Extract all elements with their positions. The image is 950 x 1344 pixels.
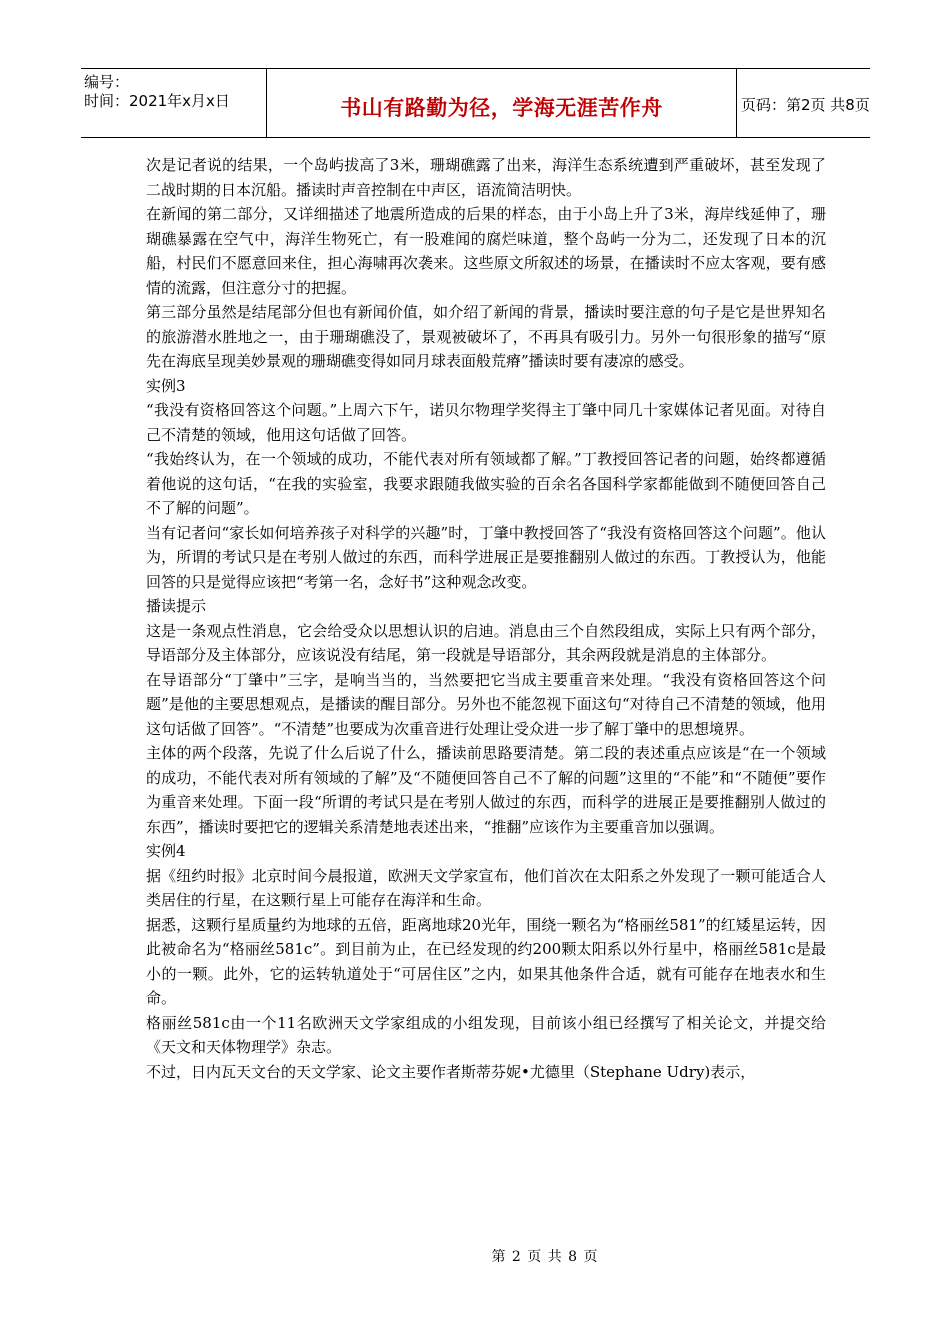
document-time-label: 时间：2021年x月x日 — [84, 92, 230, 110]
document-body — [146, 153, 826, 1084]
header-motto: 书山有路勤为径，学海无涯苦作舟 — [340, 96, 663, 120]
section-heading: 播读提示 — [146, 597, 207, 615]
page-footer: 第 2 页 共 8 页 — [491, 1249, 599, 1265]
header-motto-cell — [266, 69, 737, 137]
paragraph: 不过，日内瓦天文台的天文学家、论文主要作者斯蒂芬妮•尤德里（Stephane Udry)表示， — [146, 1062, 756, 1081]
paragraph: “我没有资格回答这个问题。”上周六下午，诺贝尔物理学奖得主丁肇中同几十家媒体记者见面。对待自己不清楚的领域，他用这句话做了回答。 — [146, 401, 826, 444]
header-meta — [81, 69, 266, 137]
paragraph: 格丽丝581c由一个11名欧洲天文学家组成的小组发现，目前该小组已经撰写了相关论文，并提交给《天文和天体物理学》杂志。 — [146, 1013, 826, 1056]
header-page-label: 页码：第2页 共8页 — [741, 96, 870, 114]
paragraph: 当有记者问“家长如何培养孩子对科学的兴趣”时，丁肇中教授回答了“我没有资格回答这个问题”。他认为，所谓的考试只是在考别人做过的东西，而科学进展正是要推翻别人做过的东西。丁教授认为，他能回答的只是觉得应该把“考第一名，念好书”这种观念改变。 — [146, 523, 826, 591]
page-header — [81, 68, 870, 138]
paragraph: 主体的两个段落，先说了什么后说了什么，播读前思路要清楚。第二段的表述重点应该是“在一个领域的成功，不能代表对所有领域的了解”及“不随便回答自己不了解的问题”这里的“不能”和“不随便”要作为重音来处理。下面一段“所谓的考试只是在考别人做过的东西，而科学的进展正是要推翻别人做过的东西”，播读时要把它的逻辑关系清楚地表述出来，“推翻”应该作为主要重音加以强调。 — [146, 744, 826, 836]
paragraph: 第三部分虽然是结尾部分但也有新闻价值，如介绍了新闻的背景，播读时要注意的句子是它是世界知名的旅游潜水胜地之一，由于珊瑚礁没了，景观被破坏了，不再具有吸引力。另外一句很形象的描写“原先在海底呈现美妙景观的珊瑚礁变得如同月球表面般荒瘠”播读时要有凄凉的感受。 — [146, 303, 826, 370]
paragraph: 据悉，这颗行星质量约为地球的五倍，距离地球20光年，围绕一颗名为“格丽丝581”的红矮星运转，因此被命名为“格丽丝581c”。到目前为止，在已经发现的约200颗太阳系以外行星中，格丽丝581c是最小的一颗。此外，它的运转轨道处于“可居住区”之内，如果其他条件合适，就有可能存在地表水和生命。 — [146, 915, 826, 1007]
paragraph: 在导语部分“丁肇中”三字，是响当当的，当然要把它当成主要重音来处理。“我没有资格回答这个问题”是他的主要思想观点，是播读的醒目部分。另外也不能忽视下面这句“对待自己不清楚的领域，他用这句话做了回答”。“不清楚”也要成为次重音进行处理让受众进一步了解丁肇中的思想境界。 — [146, 670, 826, 738]
section-heading: 实例4 — [146, 842, 186, 860]
paragraph: 次是记者说的结果，一个岛屿拔高了3米，珊瑚礁露了出来，海洋生态系统遭到严重破坏，甚至发现了二战时期的日本沉船。播读时声音控制在中声区，语流简洁明快。 — [146, 156, 826, 199]
paragraph: 据《纽约时报》北京时间今晨报道，欧洲天文学家宣布，他们首次在太阳系之外发现了一颗可能适合人类居住的行星，在这颗行星上可能存在海洋和生命。 — [146, 866, 826, 909]
section-heading: 实例3 — [146, 376, 186, 395]
paragraph: “我始终认为，在一个领域的成功，不能代表对所有领域都了解。”丁教授回答记者的问题，始终都遵循着他说的这句话，“在我的实验室，我要求跟随我做实验的百余名各国科学家都能做到不随便回答自己不了解的问题”。 — [146, 450, 826, 517]
paragraph: 在新闻的第二部分，又详细描述了地震所造成的后果的样态，由于小岛上升了3米，海岸线延伸了，珊瑚礁暴露在空气中，海洋生物死亡，有一股难闻的腐烂味道，整个岛屿一分为二，还发现了日本的沉船，村民们不愿意回来住，担心海啸再次袭来。这些原文所叙述的场景，在播读时不应太客观，要有感情的流露，但注意分寸的把握。 — [146, 205, 826, 297]
paragraph: 这是一条观点性消息，它会给受众以思想认识的启迪。消息由三个自然段组成，实际上只有两个部分，导语部分及主体部分，应该说没有结尾，第一段就是导语部分，其余两段就是消息的主体部分。 — [146, 621, 826, 664]
document-number-label: 编号： — [84, 73, 130, 91]
